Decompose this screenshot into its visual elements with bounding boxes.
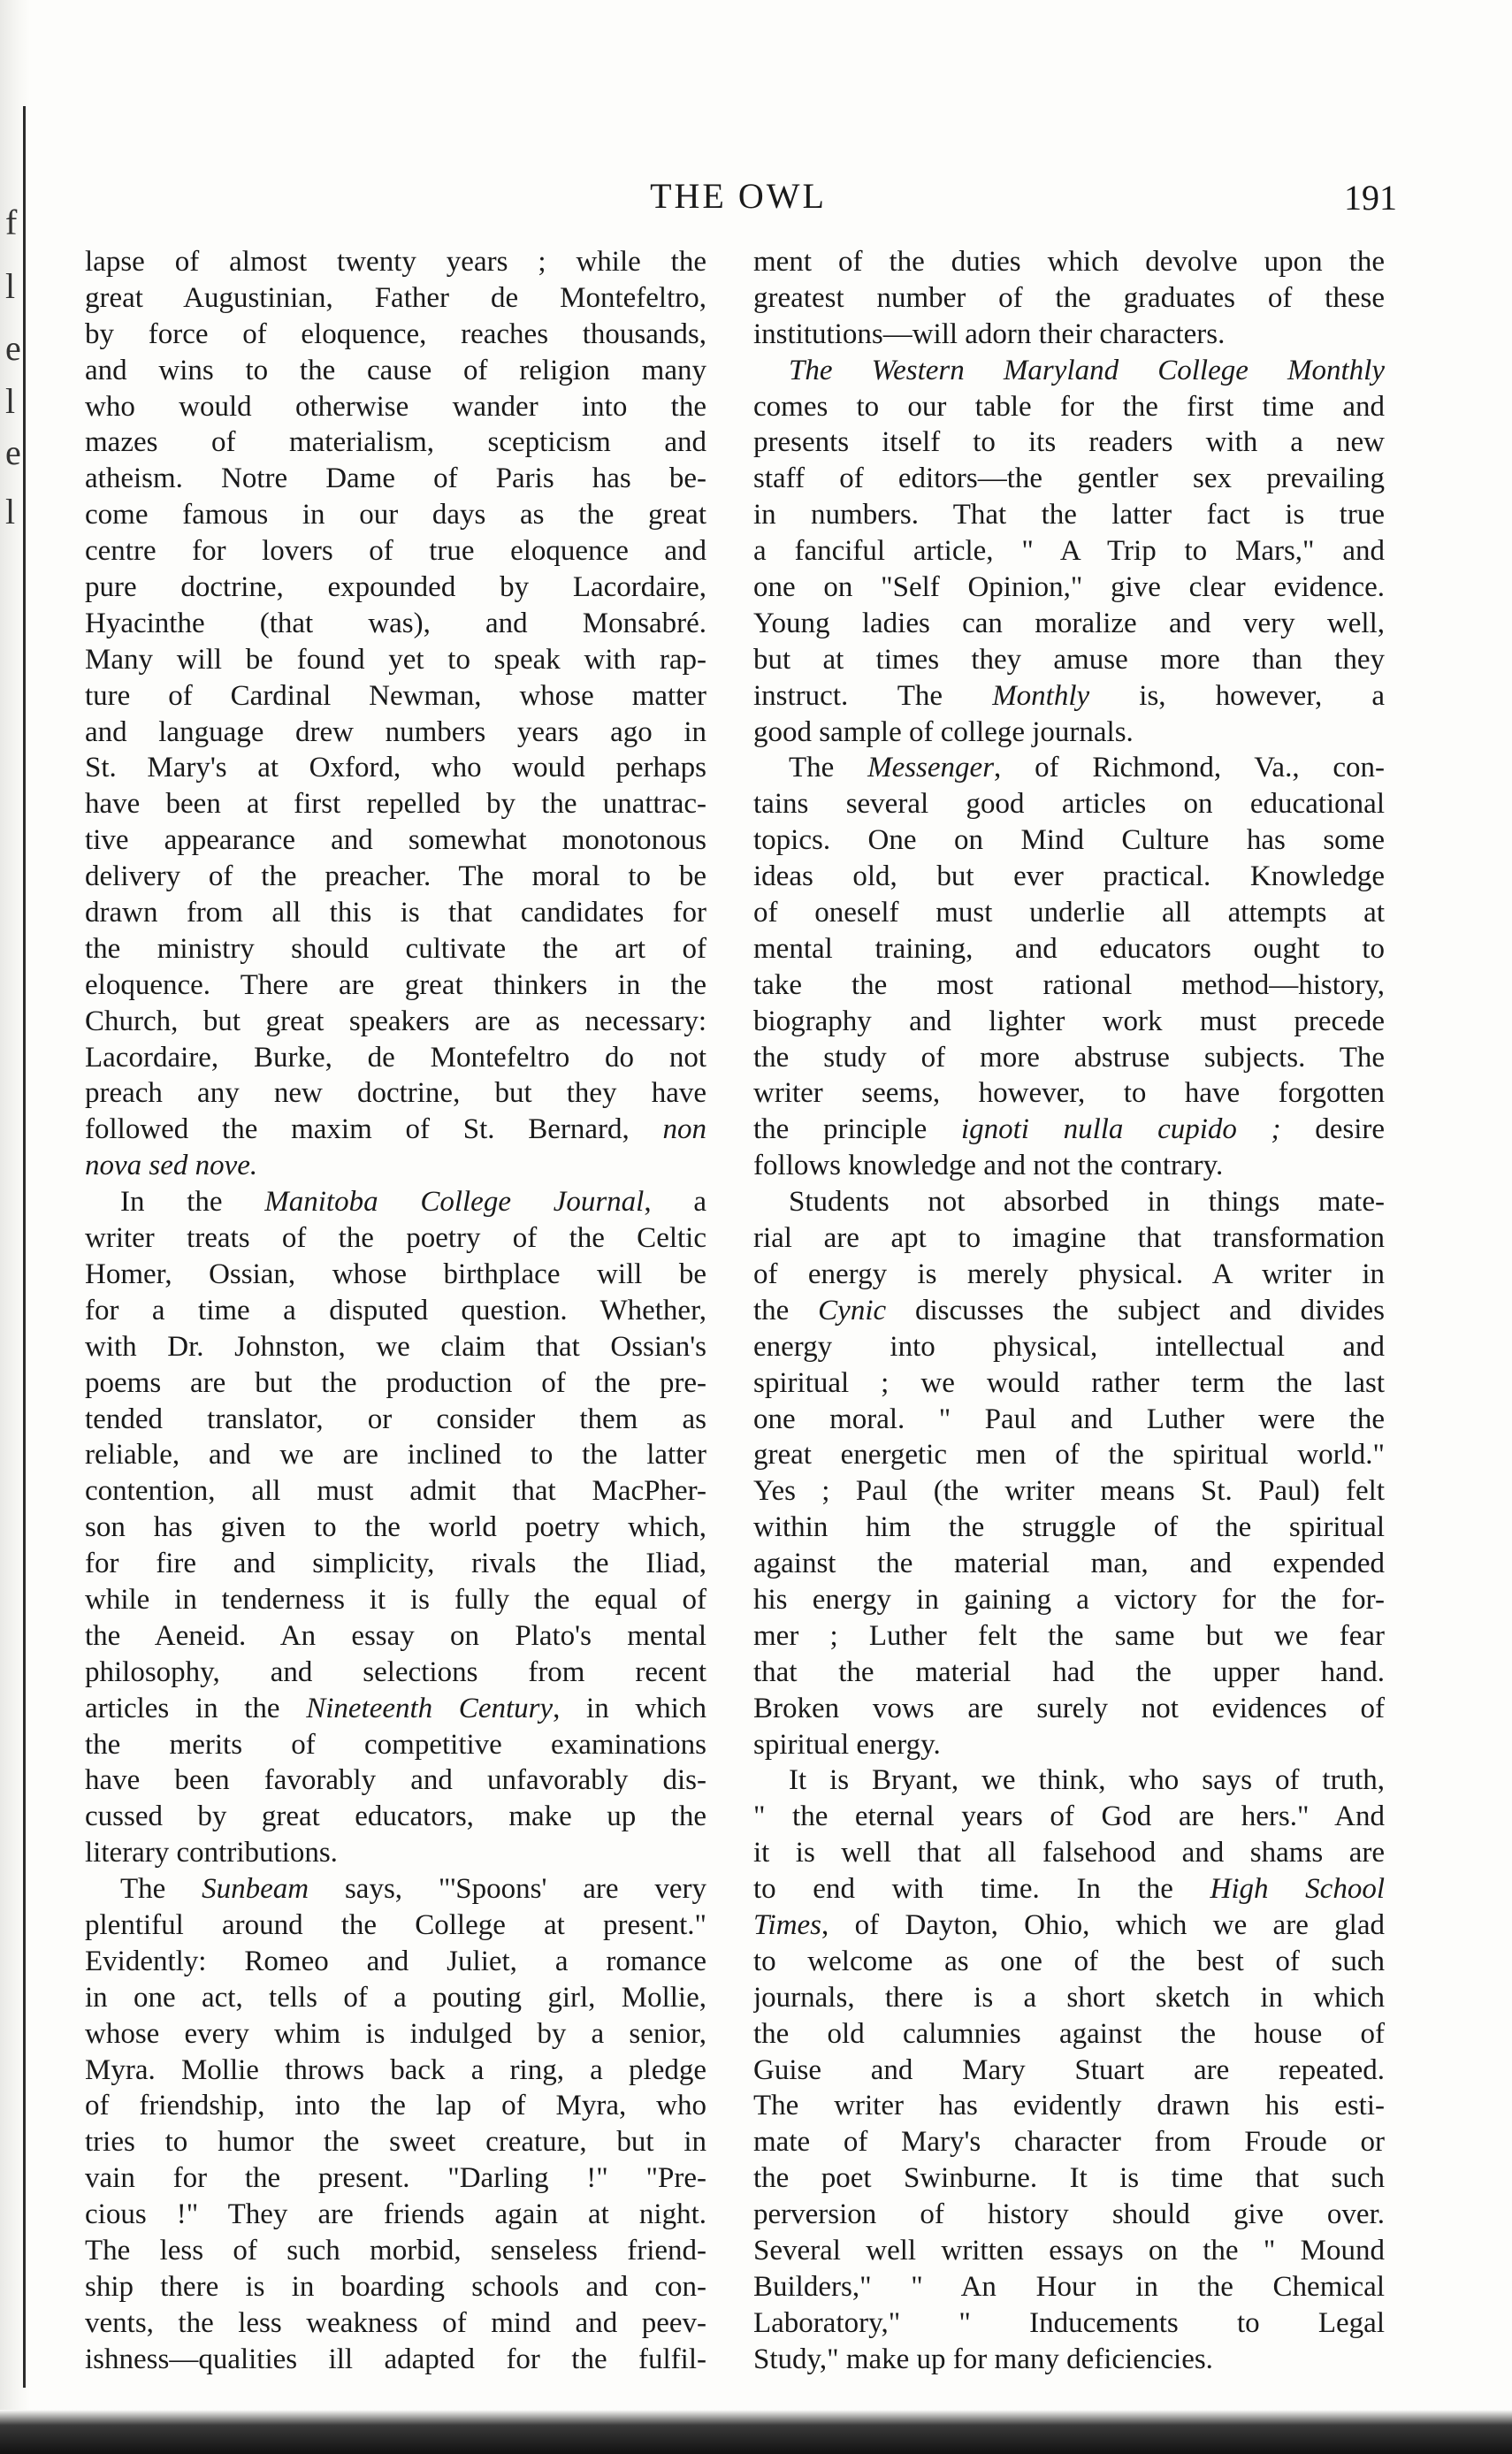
text-segment: perversion of history should give over. [753, 2198, 1385, 2231]
text-segment: is, however, a [1089, 679, 1385, 712]
text-segment: reliable, and we are inclined to the latter [85, 1439, 706, 1472]
text-segment: whose every whim is indulged by a senior, [85, 2017, 706, 2050]
text-line [753, 1040, 1385, 1076]
text-line [85, 1655, 706, 1691]
text-line [85, 1582, 706, 1618]
text-segment: pure doctrine, expounded by Lacordaire, [85, 571, 706, 604]
text-segment: by force of eloquence, reaches thousands, [85, 317, 706, 350]
right-text-column [753, 244, 1385, 2378]
text-segment: mental training, and educators ought to [753, 932, 1385, 965]
text-segment: the poet Swinburne. It is time that such [753, 2162, 1385, 2195]
text-line [85, 2160, 706, 2197]
text-segment: tive appearance and somewhat monotonous [85, 824, 706, 857]
text-line [753, 1473, 1385, 1510]
text-segment: take the most rational method—history, [753, 968, 1385, 1001]
margin-mark: e [5, 432, 21, 472]
text-line [753, 1004, 1385, 1040]
text-line [753, 280, 1385, 317]
text-line [85, 1257, 706, 1293]
text-segment: , of Richmond, Va., con- [994, 752, 1385, 784]
text-segment: comes to our table for the first time and [753, 390, 1385, 423]
text-segment: presents itself to its readers with a new [753, 426, 1385, 459]
text-line [753, 1835, 1385, 1871]
text-segment: the study of more abstruse subjects. The [753, 1041, 1385, 1074]
text-line [753, 1907, 1385, 1944]
text-segment: Guise and Mary Stuart are repeated. [753, 2053, 1385, 2086]
text-line [753, 1510, 1385, 1546]
page-header [80, 175, 1397, 228]
text-line [85, 1510, 706, 1546]
text-line [85, 1546, 706, 1582]
text-segment: Study," make up for many deficiencies. [753, 2343, 1213, 2375]
text-line [85, 786, 706, 822]
text-line [85, 497, 706, 533]
text-segment: vain for the present. "Darling !" "Pre- [85, 2162, 706, 2195]
text-line [753, 1257, 1385, 1293]
text-segment: drawn from all this is that candidates for [85, 897, 706, 929]
text-segment: ment of the duties which devolve upon the [753, 246, 1385, 278]
text-line [753, 1799, 1385, 1835]
text-segment: his energy in gaining a victory for the for- [753, 1583, 1385, 1616]
text-segment: Church, but great speakers are as necessary: [85, 1005, 706, 1037]
text-line [753, 859, 1385, 895]
text-line [85, 1112, 706, 1148]
text-segment: in numbers. That the latter fact is true [753, 499, 1385, 531]
text-line [753, 570, 1385, 606]
text-segment: energy into physical, intellectual and [753, 1330, 1385, 1363]
text-line [85, 1184, 706, 1220]
text-line [85, 2124, 706, 2160]
text-line [753, 642, 1385, 678]
text-segment: institutions—will adorn their characters. [753, 317, 1226, 350]
text-line [753, 786, 1385, 822]
text-line [753, 1075, 1385, 1112]
text-segment: mer ; Luther felt the same but we fear [753, 1619, 1385, 1652]
text-segment: the [753, 1294, 819, 1326]
text-segment: The [120, 1873, 202, 1906]
text-line [85, 931, 706, 967]
text-line [85, 2197, 706, 2233]
text-segment: Evidently: Romeo and Juliet, a romance [85, 1945, 706, 1977]
text-line [85, 1329, 706, 1365]
text-segment: Many will be found yet to speak with rap- [85, 643, 706, 676]
text-segment: centre for lovers of true eloquence and [85, 535, 706, 568]
text-segment: , in which [553, 1692, 706, 1724]
text-segment: follows knowledge and not the contrary. [753, 1150, 1224, 1182]
text-line [753, 317, 1385, 353]
text-segment: have been favorably and unfavorably dis- [85, 1764, 706, 1797]
text-segment: vents, the less weakness of mind and peev- [85, 2306, 706, 2339]
text-line [753, 1980, 1385, 2016]
text-segment: one moral. " Paul and Luther were the [753, 1403, 1385, 1435]
text-segment: mazes of materialism, scepticism and [85, 426, 706, 459]
text-segment: tains several good articles on educational [753, 788, 1385, 821]
text-segment: St. Mary's at Oxford, who would perhaps [85, 752, 706, 784]
text-segment: discusses the subject and divides [886, 1294, 1385, 1326]
text-line [753, 1944, 1385, 1980]
text-segment: philosophy, and selections from recent [85, 1655, 706, 1688]
italic-text: non [662, 1113, 706, 1146]
text-line [753, 2233, 1385, 2269]
text-line [85, 1907, 706, 1944]
text-segment: Broken vows are surely not evidences of [753, 1692, 1385, 1724]
text-line [85, 1835, 706, 1871]
text-line [753, 2305, 1385, 2342]
text-line [753, 1148, 1385, 1184]
text-line [753, 424, 1385, 461]
text-line [85, 2305, 706, 2342]
text-line [85, 1040, 706, 1076]
text-line [753, 461, 1385, 497]
text-line [753, 1762, 1385, 1799]
text-segment: preach any new doctrine, but they have [85, 1077, 706, 1110]
text-segment: The [789, 752, 868, 784]
text-line [85, 2269, 706, 2305]
text-line [85, 1727, 706, 1763]
text-segment: Several well written essays on the " Mound [753, 2234, 1385, 2267]
text-line [85, 822, 706, 859]
italic-text: Cynic [818, 1294, 887, 1326]
text-line [85, 244, 706, 280]
text-line [753, 1618, 1385, 1655]
text-segment: greatest number of the graduates of these [753, 281, 1385, 314]
text-line [85, 750, 706, 786]
text-segment: poems are but the production of the pre- [85, 1366, 706, 1399]
italic-text: Monthly [992, 679, 1090, 712]
left-text-column [85, 244, 706, 2378]
text-segment: ideas old, but ever practical. Knowledge [753, 860, 1385, 893]
text-segment: the Aeneid. An essay on Plato's mental [85, 1619, 706, 1652]
text-segment: contention, all must admit that MacPher- [85, 1475, 706, 1508]
text-segment: one on "Self Opinion," give clear evidence. [753, 571, 1385, 604]
text-segment: spiritual energy. [753, 1728, 941, 1761]
text-line [85, 2088, 706, 2124]
margin-mark: l [5, 492, 16, 531]
text-line [753, 1691, 1385, 1727]
text-segment: The writer has evidently drawn his esti- [753, 2090, 1385, 2122]
text-segment: a fanciful article, " A Trip to Mars," and [753, 535, 1385, 568]
text-line [85, 2233, 706, 2269]
text-line [85, 461, 706, 497]
text-line [85, 389, 706, 425]
text-segment: staff of editors—the gentler sex prevailing [753, 463, 1385, 495]
text-segment: topics. One on Mind Culture has some [753, 824, 1385, 857]
margin-mark: l [5, 381, 16, 421]
text-line [753, 1546, 1385, 1582]
text-segment: delivery of the preacher. The moral to be [85, 860, 706, 893]
text-segment: in one act, tells of a pouting girl, Mollie, [85, 1981, 706, 2014]
text-line [753, 1329, 1385, 1365]
margin-mark: e [5, 328, 21, 368]
text-line [85, 895, 706, 931]
italic-text: High School [1210, 1873, 1385, 1906]
text-segment: the merits of competitive examinations [85, 1728, 706, 1761]
text-segment: Homer, Ossian, whose birthplace will be [85, 1258, 706, 1290]
text-segment: eloquence. There are great thinkers in the [85, 968, 706, 1001]
text-segment: it is well that all falsehood and shams are [753, 1837, 1385, 1869]
text-segment: followed the maxim of St. Bernard, [85, 1113, 663, 1146]
text-segment: cious !" They are friends again at night. [85, 2198, 706, 2231]
text-segment: literary contributions. [85, 1837, 338, 1869]
text-line [85, 2342, 706, 2378]
text-line [85, 1618, 706, 1655]
text-segment: writer treats of the poetry of the Celtic [85, 1222, 706, 1255]
text-segment: for a time a disputed question. Whether, [85, 1294, 706, 1326]
text-line [753, 389, 1385, 425]
text-segment: , a [644, 1186, 706, 1219]
text-segment: biography and lighter work must precede [753, 1005, 1385, 1037]
text-segment: to welcome as one of the best of such [753, 1945, 1385, 1977]
text-line [753, 931, 1385, 967]
text-line [753, 967, 1385, 1004]
text-line [85, 353, 706, 389]
text-segment: the ministry should cultivate the art of [85, 932, 706, 965]
text-line [753, 1655, 1385, 1691]
text-line [753, 1184, 1385, 1220]
margin-mark: f [5, 203, 18, 242]
text-segment: Myra. Mollie throws back a ring, a pledge [85, 2053, 706, 2086]
text-line [753, 1402, 1385, 1438]
text-line [85, 1293, 706, 1329]
text-segment: come famous in our days as the great [85, 499, 706, 531]
text-line [85, 1944, 706, 1980]
text-line [753, 2016, 1385, 2053]
margin-mark: l [5, 266, 16, 306]
text-segment: for fire and simplicity, rivals the Iliad, [85, 1548, 706, 1580]
text-segment: , of Dayton, Ohio, which we are glad [821, 1908, 1385, 1941]
text-segment: atheism. Notre Dame of Paris has be- [85, 463, 706, 495]
italic-text: Manitoba College Journal [264, 1186, 645, 1219]
text-segment: instruct. The [753, 679, 993, 712]
text-segment: of oneself must underlie all attempts at [753, 897, 1385, 929]
text-segment: Students not absorbed in things mate- [789, 1186, 1385, 1219]
text-segment: and wins to the cause of religion many [85, 354, 706, 386]
text-line [85, 2053, 706, 2089]
text-segment: says, "'Spoons' are very [309, 1873, 706, 1906]
italic-text: Times [753, 1908, 822, 1941]
text-line [753, 2342, 1385, 2378]
text-segment: lapse of almost twenty years ; while the [85, 246, 706, 278]
text-line [85, 1220, 706, 1257]
text-segment: but at times they amuse more than they [753, 643, 1385, 676]
text-line [753, 895, 1385, 931]
text-segment: writer seems, however, to have forgotten [753, 1077, 1385, 1110]
text-segment: The less of such morbid, senseless friend- [85, 2234, 706, 2267]
text-line [753, 2160, 1385, 2197]
text-line [753, 1727, 1385, 1763]
text-line [85, 606, 706, 642]
italic-text: ignoti nulla cupido ; [960, 1113, 1281, 1146]
text-segment: of friendship, into the lap of Myra, who [85, 2090, 706, 2122]
text-line [753, 1365, 1385, 1402]
text-segment: " the eternal years of God are hers." And [753, 1800, 1385, 1833]
text-line [85, 533, 706, 570]
text-segment: desire [1280, 1113, 1385, 1146]
text-line [85, 1980, 706, 2016]
text-segment: have been at first repelled by the unattrac- [85, 788, 706, 821]
text-line [753, 353, 1385, 389]
text-line [85, 1691, 706, 1727]
text-segment: spiritual ; we would rather term the last [753, 1366, 1385, 1399]
text-line [85, 1871, 706, 1907]
text-segment: and language drew numbers years ago in [85, 715, 706, 748]
text-line [85, 678, 706, 715]
text-line [85, 1075, 706, 1112]
text-segment: while in tenderness it is fully the equal of [85, 1583, 706, 1616]
text-segment: great energetic men of the spiritual world." [753, 1439, 1385, 1472]
text-segment: Laboratory," " Inducements to Legal [753, 2306, 1385, 2339]
text-segment: In the [120, 1186, 265, 1219]
text-line [753, 1220, 1385, 1257]
text-segment: the old calumnies against the house of [753, 2017, 1385, 2050]
text-line [85, 317, 706, 353]
text-line [85, 642, 706, 678]
text-segment: ishness—qualities ill adapted for the fulfil- [85, 2343, 706, 2375]
italic-text: nova sed nove. [85, 1150, 258, 1182]
text-segment: plentiful around the College at present." [85, 1908, 706, 1941]
text-line [753, 244, 1385, 280]
text-line [753, 2088, 1385, 2124]
text-line [753, 1112, 1385, 1148]
text-line [85, 1148, 706, 1184]
text-line [85, 424, 706, 461]
text-line [85, 570, 706, 606]
text-segment: It is Bryant, we think, who says of truth, [789, 1764, 1385, 1797]
text-line [85, 280, 706, 317]
text-segment: good sample of college journals. [753, 715, 1134, 748]
text-line [753, 606, 1385, 642]
text-segment: with Dr. Johnston, we claim that Ossian's [85, 1330, 706, 1363]
text-segment: the principle [753, 1113, 961, 1146]
text-segment: son has given to the world poetry which, [85, 1511, 706, 1544]
text-segment: Hyacinthe (that was), and Monsabré. [85, 607, 706, 639]
text-line [85, 1799, 706, 1835]
text-line [85, 715, 706, 751]
text-segment: Builders," " An Hour in the Chemical [753, 2270, 1385, 2303]
text-segment: ture of Cardinal Newman, whose matter [85, 679, 706, 712]
text-line [85, 1762, 706, 1799]
text-line [85, 2016, 706, 2053]
text-line [753, 2197, 1385, 2233]
text-segment: Lacordaire, Burke, de Montefeltro do not [85, 1041, 706, 1074]
text-segment: tries to humor the sweet creature, but in [85, 2126, 706, 2159]
italic-text: Messenger [867, 752, 995, 784]
text-segment: within him the struggle of the spiritual [753, 1511, 1385, 1544]
text-line [753, 822, 1385, 859]
text-segment: mate of Mary's character from Froude or [753, 2126, 1385, 2159]
text-segment: against the material man, and expended [753, 1548, 1385, 1580]
text-line [753, 1582, 1385, 1618]
text-line [753, 497, 1385, 533]
text-line [85, 1365, 706, 1402]
text-line [85, 1437, 706, 1473]
text-line [85, 1004, 706, 1040]
text-line [753, 678, 1385, 715]
text-segment: Young ladies can moralize and very well, [753, 607, 1385, 639]
text-segment: rial are apt to imagine that transformation [753, 1222, 1385, 1255]
text-segment: great Augustinian, Father de Montefeltro, [85, 281, 706, 314]
text-line [753, 533, 1385, 570]
text-line [753, 2124, 1385, 2160]
text-line [753, 715, 1385, 751]
text-segment: articles in the [85, 1692, 307, 1724]
text-line [753, 1437, 1385, 1473]
text-segment: to end with time. In the [753, 1873, 1210, 1906]
text-segment: who would otherwise wander into the [85, 390, 706, 423]
italic-text: Sunbeam [202, 1873, 309, 1906]
text-line [753, 1871, 1385, 1907]
text-segment: journals, there is a short sketch in which [753, 1981, 1385, 2014]
text-line [85, 1473, 706, 1510]
text-line [85, 1402, 706, 1438]
running-title: THE OWL [650, 176, 827, 216]
text-line [85, 859, 706, 895]
text-segment: that the material had the upper hand. [753, 1655, 1385, 1688]
text-line [753, 1293, 1385, 1329]
gutter-rule [23, 106, 26, 2388]
page-number: 191 [1344, 178, 1397, 218]
text-segment: cussed by great educators, make up the [85, 1800, 706, 1833]
italic-text: Nineteenth Century [306, 1692, 554, 1724]
text-line [753, 2053, 1385, 2089]
page-bottom-edge [0, 2410, 1512, 2454]
text-line [85, 967, 706, 1004]
italic-text: The Western Maryland College Monthly [789, 354, 1385, 386]
text-segment: of energy is merely physical. A writer in [753, 1258, 1385, 1290]
text-line [753, 750, 1385, 786]
text-segment: ship there is in boarding schools and con- [85, 2270, 706, 2303]
text-line [753, 2269, 1385, 2305]
text-segment: Yes ; Paul (the writer means St. Paul) felt [753, 1475, 1385, 1508]
text-segment: tended translator, or consider them as [85, 1403, 706, 1435]
